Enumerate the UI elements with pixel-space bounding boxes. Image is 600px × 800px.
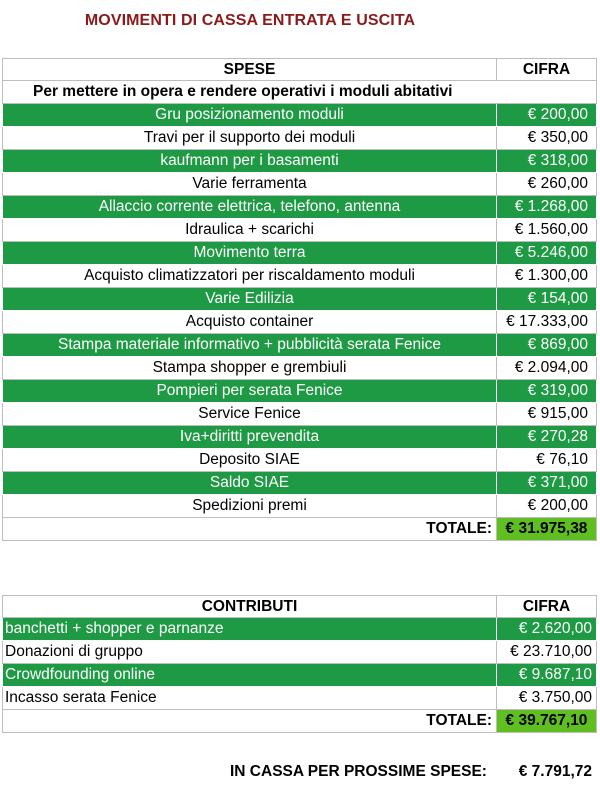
spese-row [3, 403, 597, 426]
spese-row-amount: € 2.094,00 [497, 357, 597, 380]
spese-row-desc: Acquisto climatizzatori per riscaldamento moduli [3, 265, 497, 288]
contributi-header-row [3, 596, 597, 618]
spese-total-label: TOTALE: [3, 518, 497, 541]
cassa-label: IN CASSA PER PROSSIME SPESE: [230, 763, 487, 780]
spese-row-amount: € 200,00 [497, 495, 597, 518]
spese-row-desc: Movimento terra [3, 242, 497, 265]
spese-row [3, 495, 597, 518]
spese-row [3, 104, 597, 127]
spese-row-amount: € 1.300,00 [497, 265, 597, 288]
spese-row-desc: Iva+diritti prevendita [3, 426, 497, 449]
spese-total-row [3, 518, 597, 541]
page-title: MOVIMENTI DI CASSA ENTRATA E USCITA [84, 12, 416, 29]
spese-row [3, 127, 597, 150]
contributi-row [3, 687, 597, 710]
spese-row [3, 334, 597, 357]
spese-row [3, 196, 597, 219]
spese-row-amount: € 76,10 [497, 449, 597, 472]
spese-row-amount: € 200,00 [497, 104, 597, 127]
contributi-row-desc: Crowdfounding online [3, 664, 497, 687]
spese-table [2, 58, 597, 541]
spese-header-desc: SPESE [3, 59, 497, 81]
spese-row [3, 219, 597, 242]
spese-row-desc: Gru posizionamento moduli [3, 104, 497, 127]
spese-row [3, 150, 597, 173]
spese-total-value: € 31.975,38 [497, 518, 597, 541]
spese-row [3, 472, 597, 495]
spese-row-amount: € 270,28 [497, 426, 597, 449]
contributi-total-value: € 39.767,10 [497, 710, 597, 733]
spese-row-amount: € 1.560,00 [497, 219, 597, 242]
spese-row-amount: € 260,00 [497, 173, 597, 196]
spese-row [3, 449, 597, 472]
spese-row [3, 265, 597, 288]
contributi-row [3, 618, 597, 641]
spese-row-desc: Stampa materiale informativo + pubblicità serata Fenice [3, 334, 497, 357]
spese-row-desc: Spedizioni premi [3, 495, 497, 518]
spese-row-desc: Idraulica + scarichi [3, 219, 497, 242]
spese-subheading: Per mettere in opera e rendere operativi i moduli abitativi [3, 81, 597, 104]
spese-row [3, 311, 597, 334]
spese-row-desc: Travi per il supporto dei moduli [3, 127, 497, 150]
contributi-row-desc: Donazioni di gruppo [3, 641, 497, 664]
spese-row-amount: € 5.246,00 [497, 242, 597, 265]
spese-header-amount: CIFRA [497, 59, 597, 81]
spese-row [3, 242, 597, 265]
spese-row [3, 380, 597, 403]
contributi-row-amount: € 2.620,00 [497, 618, 597, 641]
spese-row-desc: Pompieri per serata Fenice [3, 380, 497, 403]
contributi-total-label: TOTALE: [3, 710, 497, 733]
spese-row-desc: Varie ferramenta [3, 173, 497, 196]
spese-row-amount: € 371,00 [497, 472, 597, 495]
contributi-row-amount: € 23.710,00 [497, 641, 597, 664]
contributi-row-amount: € 3.750,00 [497, 687, 597, 710]
spese-row-amount: € 350,00 [497, 127, 597, 150]
spese-row [3, 288, 597, 311]
contributi-header-desc: CONTRIBUTI [3, 596, 497, 618]
spese-row-desc: Service Fenice [3, 403, 497, 426]
spese-row-desc: Saldo SIAE [3, 472, 497, 495]
contributi-row [3, 641, 597, 664]
spese-row-desc: Varie Edilizia [3, 288, 497, 311]
spese-row-amount: € 915,00 [497, 403, 597, 426]
spese-subheading-row [3, 81, 597, 104]
contributi-table [2, 595, 597, 733]
spese-header-row [3, 59, 597, 81]
spese-row-desc: kaufmann per i basamenti [3, 150, 497, 173]
spese-row-amount: € 154,00 [497, 288, 597, 311]
contributi-row-desc: banchetti + shopper e parnanze [3, 618, 497, 641]
spese-row-desc: Deposito SIAE [3, 449, 497, 472]
spese-row [3, 173, 597, 196]
contributi-row-amount: € 9.687,10 [497, 664, 597, 687]
contributi-row-desc: Incasso serata Fenice [3, 687, 497, 710]
contributi-header-amount: CIFRA [497, 596, 597, 618]
spese-row [3, 357, 597, 380]
spese-row-desc: Stampa shopper e grembiuli [3, 357, 497, 380]
spese-row-amount: € 319,00 [497, 380, 597, 403]
spese-row-amount: € 318,00 [497, 150, 597, 173]
spese-row-amount: € 17.333,00 [497, 311, 597, 334]
spese-row-desc: Allaccio corrente elettrica, telefono, antenna [3, 196, 497, 219]
spese-row-amount: € 1.268,00 [497, 196, 597, 219]
spese-row-desc: Acquisto container [3, 311, 497, 334]
spese-row-amount: € 869,00 [497, 334, 597, 357]
cassa-value: € 7.791,72 [518, 763, 592, 780]
contributi-row [3, 664, 597, 687]
contributi-total-row [3, 710, 597, 733]
spese-row [3, 426, 597, 449]
